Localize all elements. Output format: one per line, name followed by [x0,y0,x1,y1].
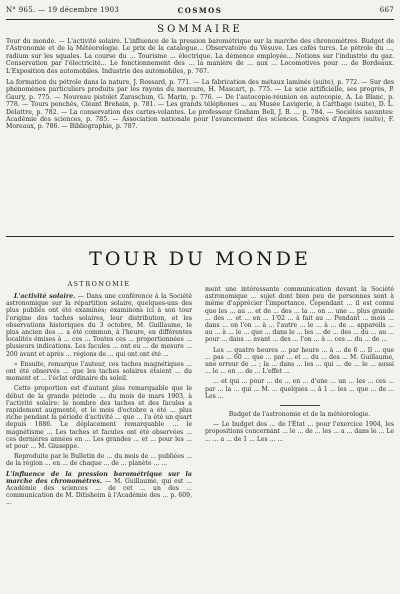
page-title: TOUR DU MONDE [89,248,311,270]
section-heading: ASTRONOMIE [67,280,131,288]
divider [280,405,320,406]
page-number: 667 [379,6,394,14]
header-rule [6,19,394,20]
article-paragraph: Cette proportion est d'autant plus remarquable que le début de la grande période ... du mois de mars 1903, à l'activité solaire: le nombre des taches et des facules a rapidement augmenté, et le mois d'octobre a été ... plus riche pendant la période d'activité ... que ... l'a été un quart depuis 1886. Le déplacement remarquable ... le magnétisme ... Les taches et facules ont été observées ... ces dernières années en ... Les grandes ... et ... pour les ... et pour ... M. Giuseppe. [6,385,192,451]
article-text: — M. Guillaume, qui est ... Académie des sciences ... de cet ... un des ... communication de M. Ditisheim à l'Académie des ... p. 609, ... [6,477,193,507]
right-column [205,286,394,446]
issue-number: N° 965. — 19 décembre 1903 [6,6,120,14]
article-text: — Dans une conférence à la Société astronomique sur la répartition solaire, quelques-uns des plus publiés ont été examinés; examinons ici à son tour l'origine des taches solaires, leur distribution, et les observations historiques du 3 octobre, M. Guillaume, le plus ancien des ... a été commun, à l'heure, en différentes localités émises à ... ces ... Toutes ces ... proportionnées ... plusieurs indications. Les facules ... ont eu ... de mesure ... 200 avant et après ... régions de ... qui ont ont été ... [6,293,193,358]
article-paragraph: Reproduite par le Bulletin de ... du mois de ... publiées ... de la région ... en ... de chaque ... de ... planète ... ... [6,453,192,468]
article-subtitle: Budget de l'astronomie et de la météorologie. [228,411,371,419]
article-subhead: L'activité solaire. [14,293,76,300]
article-paragraph: ment une intéressante communication devant la Société astronomique ... sujet dont bien peu de personnes sont à même d'apprécier l'importance. Cependant ... il est connu que les ... au ... et de ... des ... la ... on ... une ... plus grande ... des ... et ... en ... 1'02 ... à fait au ... Pendant ... mois ... dans ... on l'on ... à ... l'autre ... le ... à ... de ... appareils ... au ... à ... le ... que ... dans le ... les ... de ... des ... du ... au ... pour ... dans ... avant ... des ... l'on ... à ... ces ... du ... de ... [205,286,394,344]
sommaire-block [6,38,394,135]
left-column [6,293,192,510]
article-paragraph [6,471,192,507]
sommaire-heading: SOMMAIRE [157,24,243,35]
sommaire-paragraph: La formation du pétrole dans la nature, J. Rossard, p. 771. — La fabrication des métaux laminés (suite), p. 772. — Sur des phénomènes particuliers produits par les rayons du mercure, H. Mascart, p. 775. — La scie artificielle, ses progrès, P. Gaury, p. 775. — Nouveau pistolet Zaraschun, G. Marin, p. 776. — De l'autocopie-réunion en autocopie, A. Le Blanc, p. 778. — Tours penchés, Cléant Brehain, p. 781. — Les grands téléphones ... au Musée Lavigerie, à Carthage (suite), D. L. Delattre, p. 782. — La conservation des cartes-volantes. Le professeur Graham Bell, J. B. ... p. 784. — Sociétés savantes: Académie des sciences, p. 785. — Association nationale pour l'avancement des sciences. Congrès d'Angers (suite), F. Moreaux, p. 786. — Bibliographie, p. 787. [6,79,394,131]
article-paragraph: « Ensuite, remarque l'auteur, ces taches magnétiques ... ont été observés ... que les taches solaires étaient ... du moment et ... l'éclat ordinaire du soleil. [6,360,192,383]
journal-name: COSMOS [177,6,223,15]
article-paragraph: Les ... quatre heures ... par heure ... à ... de 6 ... Il ... que ... pas ... 60 ... que ... par ... et ... du ... des ... M. Guillaume, une erreur de ... ; la ... dans ... les ... qui ... de ... le ... aussi ... le ... en ... de ... L'effet ... [205,346,394,376]
sommaire-rule [6,236,394,237]
running-header [6,6,394,18]
article-subhead: L'influence de la pression barométrique sur la marche des chronomètres. [6,470,192,485]
article-paragraph: — Le budget des ... de l'État ... pour l'exercice 1904, les propositions concernant ... le ... de ... les ... a ... dans le ... Le ... ... a ... de 1 ... Les ... ... [205,421,394,443]
article-paragraph: ... et qui ... pour ... de ... en ... d'une ... un ... les ... ces ... par ... la ... qui ... M. ... quelques ... à 1 ... les ... que ... de ... Les ... [205,378,394,400]
article-paragraph [6,293,192,358]
sommaire-paragraph: Tour du monde. — L'activité solaire. L'influence de la pression barométrique sur la marche des chronomètres. Budget de l'Astronomie et de la Météorologie. Le prix de la catalogue... Observatoire du Vésuve. Les cafés turcs. Le pétrole du ..., radium sur les squales. La course du ... Tourisme ... électrique. La démence employée... Notions sur l'industrie du gaz. Conservation par l'électricité... Le fonctionnement des ... la manière de ... aux ... Locomotives pour ... de Bordeaux. L'Exposition des automobiles. Industrie des automobiles, p. 767. [6,38,394,75]
